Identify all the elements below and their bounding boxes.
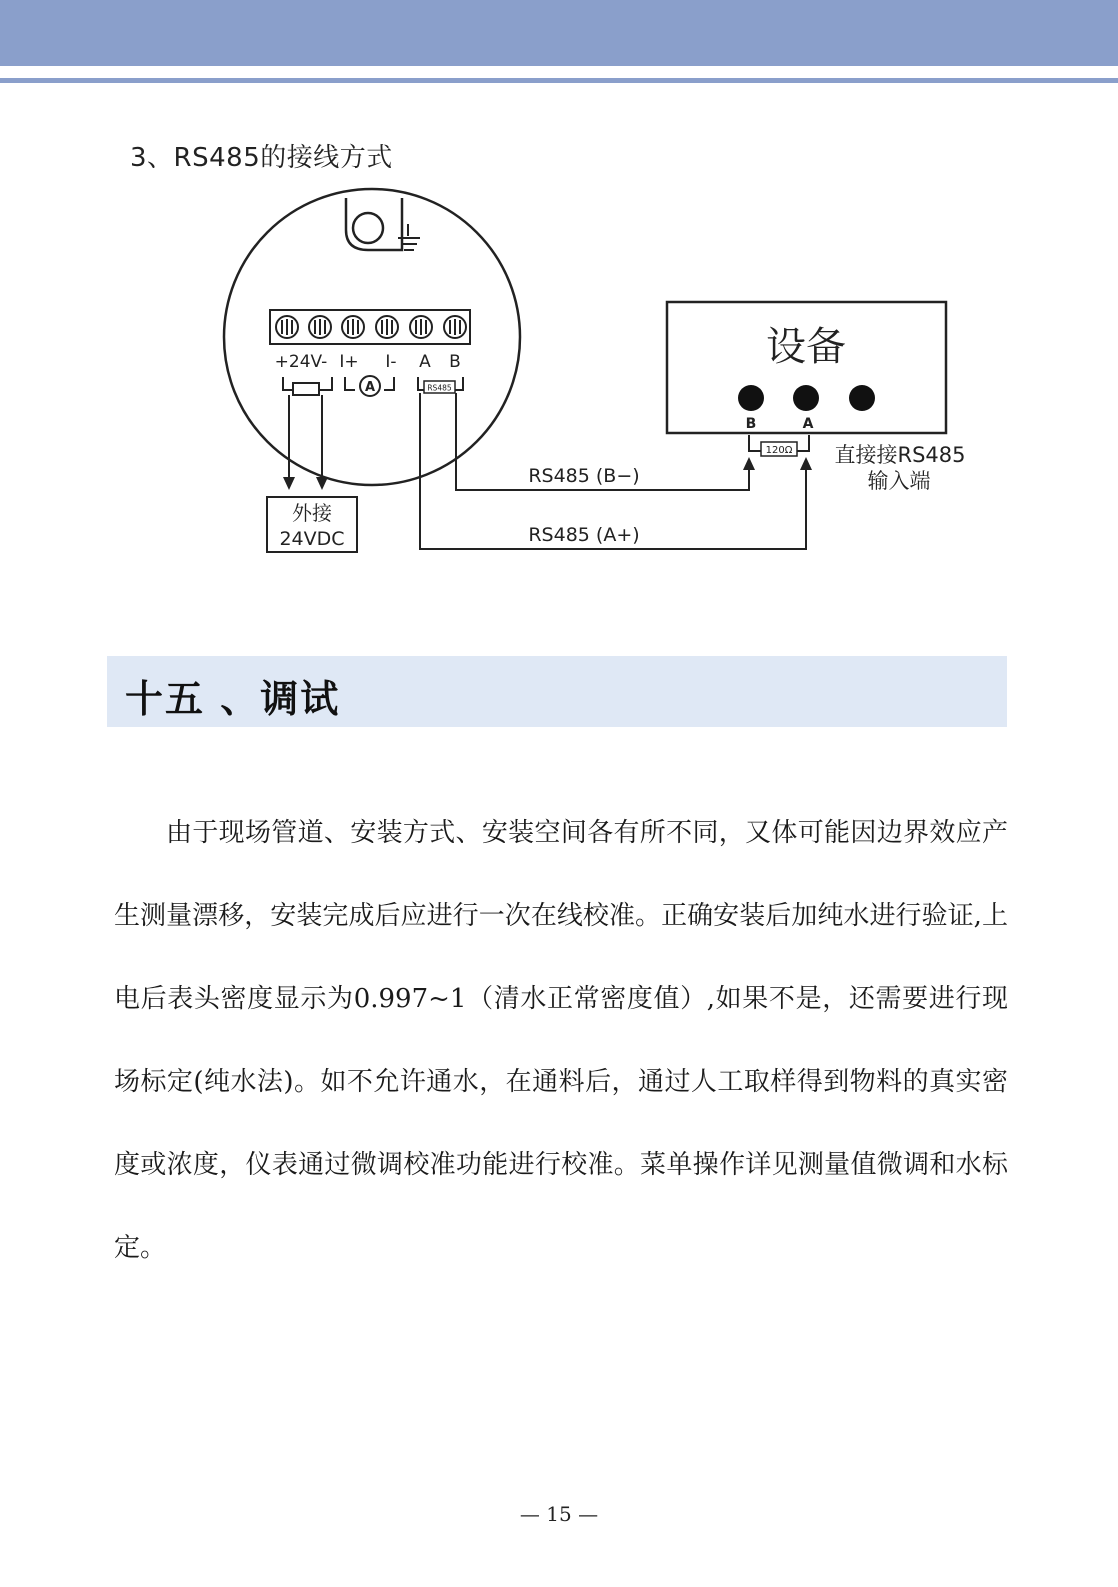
wire-b-label: RS485 (B−) xyxy=(528,465,640,487)
body-paragraph: 由于现场管道、安装方式、安装空间各有所不同，又体可能因边界效应产生测量漂移，安装完成后应进行一次在线校准。正确安装后加纯水进行验证,上电后表头密度显示为0.997~1（清水正常密度值）,如果不是，还需要进行现场标定(纯水法)。如不允许通水，在通料后，通过人工取样得到物料的真实密度或浓度，仪表通过微调校准功能进行校准。菜单操作详见测量值微调和水标定。 xyxy=(114,818,1009,1263)
wire-a-label: RS485 (A+) xyxy=(528,524,640,546)
device-port-b xyxy=(738,385,764,411)
terminal-label-24v: +24V- xyxy=(274,352,328,372)
device-note-1: 直接接RS485 xyxy=(834,443,966,467)
terminal-label-a: A xyxy=(419,352,431,372)
rs485-resistor-label: RS485 xyxy=(427,383,452,393)
device-port-a xyxy=(793,385,819,411)
device-port-3 xyxy=(849,385,875,411)
header-rule xyxy=(0,78,1118,83)
wiring-diagram xyxy=(0,180,1118,580)
power-box-label-2: 24VDC xyxy=(279,528,345,550)
body-paragraph-block xyxy=(114,792,1008,1290)
power-box-label-1: 外接 xyxy=(292,501,332,525)
terminal-block xyxy=(270,310,470,344)
terminal-label-i-minus: I- xyxy=(385,352,397,372)
device-title: 设备 xyxy=(766,324,846,370)
svg-text:A: A xyxy=(364,380,376,395)
device-note-2: 输入端 xyxy=(867,469,931,493)
fuse-symbol xyxy=(293,383,319,395)
device-port-a-label: A xyxy=(802,416,814,432)
page-number: — 15 — xyxy=(519,1502,599,1526)
header-band xyxy=(0,0,1118,66)
terminal-label-i-plus: I+ xyxy=(339,352,359,372)
section-title: 十五 、调试 xyxy=(125,677,341,721)
subsection-title: 3、RS485的接线方式 xyxy=(130,143,393,173)
cable-gland-icon xyxy=(346,198,402,250)
terminal-label-b: B xyxy=(449,352,461,372)
device-resistor-label: 120Ω xyxy=(765,445,793,456)
section-header xyxy=(107,656,1007,727)
device-port-b-label: B xyxy=(745,416,757,432)
